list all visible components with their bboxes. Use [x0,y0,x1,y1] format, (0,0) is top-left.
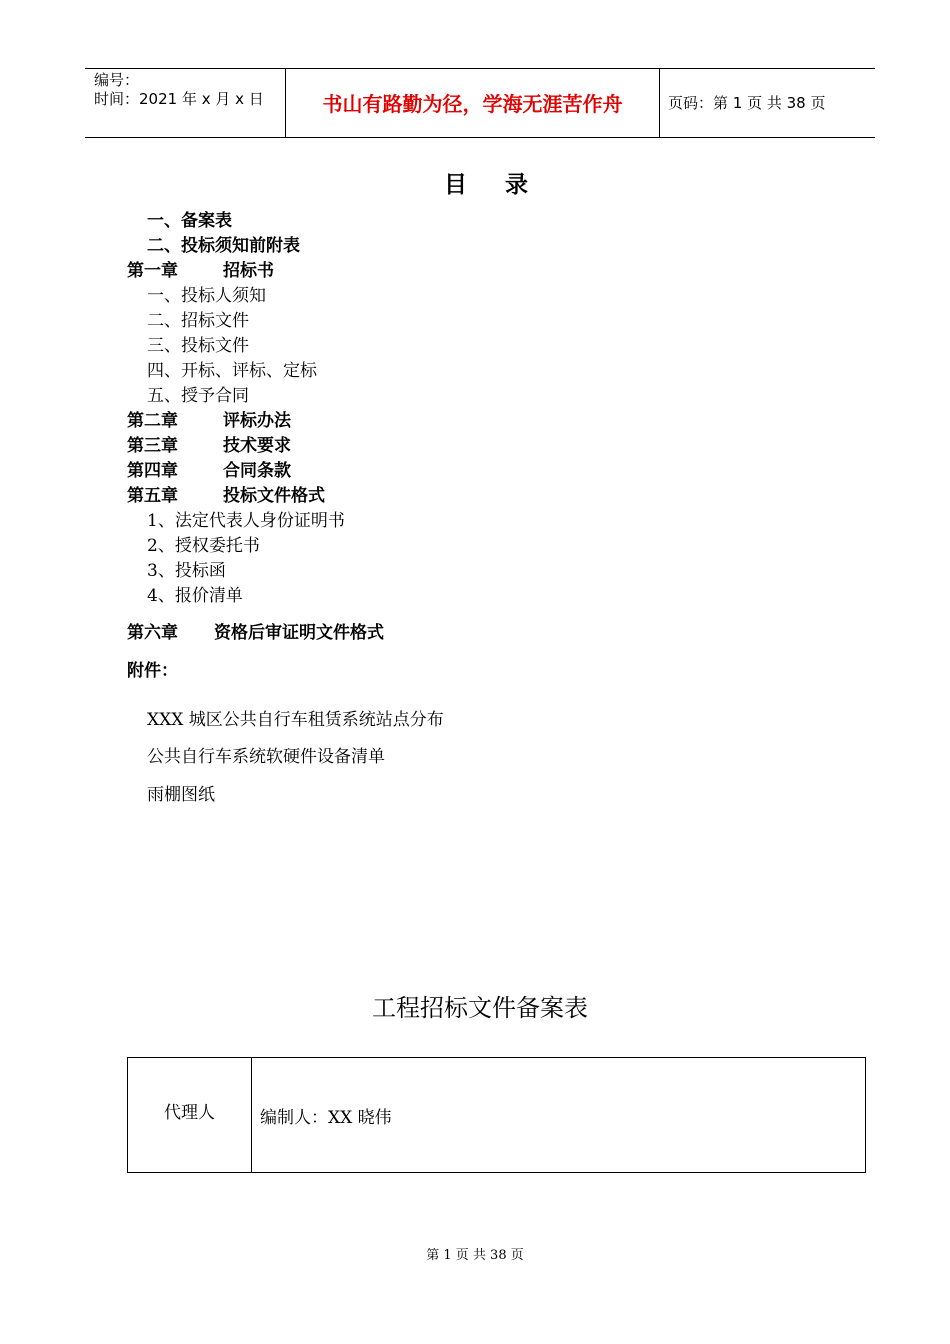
chapter-title: 投标文件格式 [223,486,325,506]
attachments-label: 附件： [127,661,178,681]
toc-subitem: 3、投标函 [147,561,226,581]
toc-chapter-1 [127,260,274,282]
chapter-title: 招标书 [223,261,274,281]
toc-item: 一、备案表 [147,211,232,231]
toc-item: 二、投标须知前附表 [147,236,300,256]
toc-subitem: 四、开标、评标、定标 [147,361,317,381]
page-footer: 第 1 页 共 38 页 [426,1248,524,1263]
toc-subitem: 三、投标文件 [147,336,249,356]
attachment-item: XXX 城区公共自行车租赁系统站点分布 [147,710,444,730]
chapter-number: 第二章 [127,411,178,431]
chapter-number: 第四章 [127,461,178,481]
agent-label-cell [128,1058,252,1172]
toc-subitem: 二、招标文件 [147,311,249,331]
chapter-number: 第三章 [127,436,178,456]
attachment-item: 公共自行车系统软硬件设备清单 [147,747,385,767]
serial-number-label: 编号： [94,71,140,89]
record-form-table [127,1057,866,1173]
toc-subitem: 1、法定代表人身份证明书 [147,511,345,531]
chapter-number: 第一章 [127,261,178,281]
toc-chapter-6 [127,622,384,644]
toc-title: 目录 [444,172,566,198]
chapter-title: 合同条款 [223,461,291,481]
toc-subitem: 4、报价清单 [147,586,243,606]
chapter-title: 评标办法 [223,411,291,431]
toc-subitem: 一、投标人须知 [147,286,266,306]
toc-chapter-2 [127,410,291,432]
record-form-title: 工程招标文件备案表 [372,994,588,1022]
header-page-cell [659,69,875,137]
header-motto-cell [285,69,660,137]
agent-label: 代理人 [164,1103,215,1123]
toc-chapter-5 [127,485,325,507]
toc-chapter-4 [127,460,291,482]
header-meta-cell [85,69,285,137]
toc-chapter-3 [127,435,291,457]
compiler-value: 编制人：XX 晓伟 [260,1108,392,1128]
chapter-title: 技术要求 [223,436,291,456]
motto: 书山有路勤为径，学海无涯苦作舟 [322,92,623,116]
page-header [85,68,875,138]
chapter-number: 第六章 [127,623,178,643]
chapter-title: 资格后审证明文件格式 [214,623,384,643]
date-label: 时间：2021 年 x 月 x 日 [94,90,264,108]
toc-subitem: 五、授予合同 [147,386,249,406]
toc-subitem: 2、授权委托书 [147,536,260,556]
header-page-number: 页码：第 1 页 共 38 页 [668,94,826,112]
chapter-number: 第五章 [127,486,178,506]
attachment-item: 雨棚图纸 [147,785,215,805]
